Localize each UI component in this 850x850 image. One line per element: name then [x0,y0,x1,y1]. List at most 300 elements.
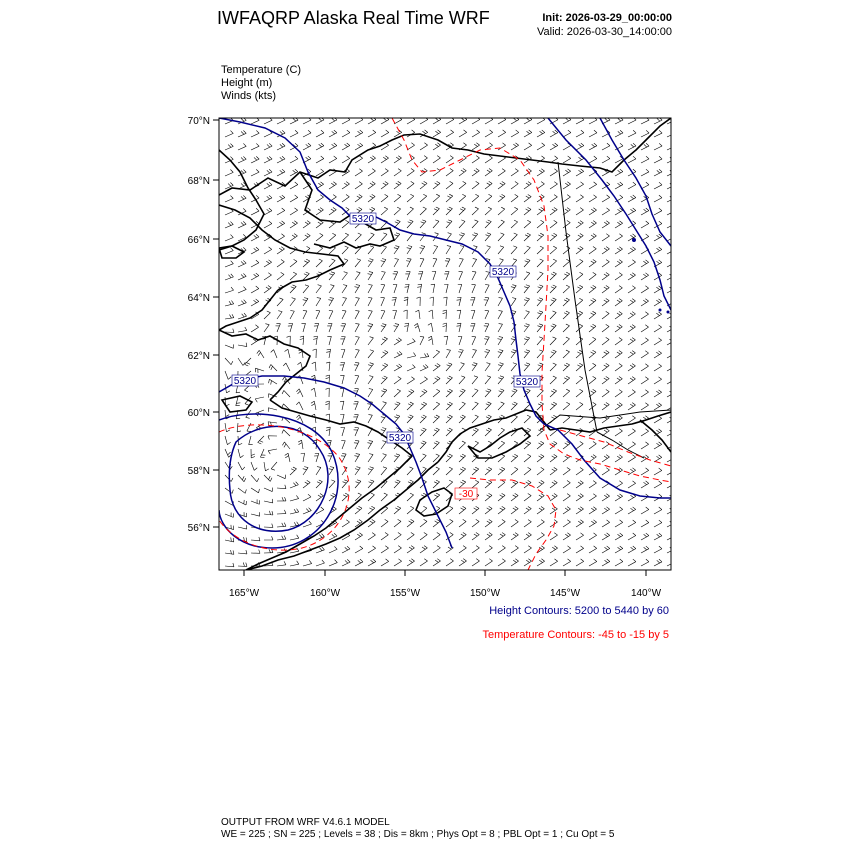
wind-barb-feather [386,130,389,133]
wind-barb-shaft [485,234,491,241]
wind-barb-shaft [459,350,463,358]
wind-barb-feather [294,221,297,223]
wind-barb-feather [295,130,298,133]
wind-barb-shaft [355,324,359,332]
wind-barb-shaft [641,549,649,553]
wind-barb-shaft [576,197,584,202]
wind-barb-feather [489,143,492,145]
wind-barb-shaft [498,298,503,306]
wind-barb-feather [330,298,334,299]
wind-barb-shaft [524,404,530,410]
wind-barb-shaft [277,236,285,241]
wind-barb-feather [657,170,660,173]
wind-barb-shaft [602,236,609,241]
wind-barb-feather [579,376,583,378]
wind-barb-feather [607,156,610,159]
wind-barb-shaft [433,469,439,475]
wind-barb-shaft [589,444,596,449]
wind-barb-shaft [563,223,570,228]
wind-barb-feather [617,326,620,328]
wind-barb-shaft [550,197,557,202]
wind-barb-feather [355,311,359,312]
longitude-axis [229,570,662,599]
wind-barb-feather [397,480,401,482]
wind-barb-feather [254,157,257,160]
wind-barb-feather [646,234,649,237]
wind-barb-feather [282,442,284,445]
wind-barb-shaft [381,158,389,163]
wind-barb-shaft [303,311,307,319]
wind-barb-shaft [641,379,649,384]
legend-winds: Winds (kts) [221,90,276,102]
wind-barb-shaft [290,159,298,163]
wind-barb-feather [620,130,623,133]
wind-barb-feather [359,520,362,522]
wind-barb-feather [542,130,545,133]
wind-barb-feather [604,508,607,510]
wind-barb-shaft [368,548,376,553]
wind-barb-feather [280,157,283,160]
wind-barb-feather [450,168,453,170]
wind-barb-feather [555,156,558,158]
wind-barb-feather [554,454,557,456]
wind-barb-feather [527,441,531,443]
wind-barb-shaft [472,310,475,319]
wind-barb-shaft [251,540,260,541]
wind-barb-feather [488,194,491,196]
wind-barb-feather [282,404,284,408]
wind-barb-feather [437,546,440,548]
wind-barb-shaft [329,286,334,293]
wind-barb-feather [619,312,622,314]
wind-barb-feather [475,194,479,196]
wind-barb-feather [438,130,441,132]
wind-barb-feather [411,519,414,521]
wind-barb-shaft [238,146,246,150]
wind-barb-feather [659,455,662,457]
wind-barb-feather [447,456,451,458]
wind-barb-shaft [342,324,346,332]
wind-barb-feather [502,181,505,183]
wind-barb-feather [619,325,622,327]
wind-barb-feather [486,272,490,273]
wind-barb-feather [423,207,427,209]
wind-barb-feather [502,194,505,196]
wind-barb-feather [280,170,283,173]
wind-barb-feather [346,182,349,184]
wind-barb-shaft [654,237,662,241]
wind-barb-feather [305,285,309,286]
wind-barb-shaft [284,430,290,436]
wind-barb-feather [461,170,464,172]
wind-barb-shaft [628,146,636,150]
wind-barb-feather [515,182,518,184]
wind-barb-feather [564,274,568,276]
wind-barb-shaft [355,311,359,319]
wind-barb-feather [472,365,476,366]
wind-barb-feather [415,310,419,312]
wind-barb-feather [300,336,304,337]
wind-barb-shaft [316,146,324,150]
wind-barb-feather [659,130,662,133]
wind-barb-feather [369,454,373,455]
wind-barb-shaft [615,366,622,371]
wind-barb-feather [296,389,299,392]
wind-barb-shaft [251,488,259,493]
wind-barb-feather [421,443,425,445]
wind-barb-feather [434,443,438,445]
coast-north [219,118,671,195]
wind-barb-feather [526,350,530,351]
wind-barb-feather [476,519,479,521]
wind-barb-feather [475,207,479,209]
wind-barb-shaft [303,133,311,137]
wind-barb-feather [529,130,532,133]
wind-barb-feather [632,364,635,366]
wind-barb-feather [241,301,244,304]
wind-barb-feather [618,183,621,186]
wind-barb-feather [304,467,308,468]
wind-barb-shaft [654,536,662,540]
wind-barb-shaft [277,172,285,176]
wind-barb-shaft [433,221,439,228]
wind-barb-feather [527,131,530,134]
wind-barb-feather [305,482,308,484]
coast-nortonsound [219,290,278,330]
wind-barb-feather [659,195,662,198]
wind-barb-feather [381,261,385,262]
wind-barb-feather [326,414,330,415]
wind-barb-feather [447,365,451,366]
wind-barb-shaft [589,365,596,371]
wind-barb-shaft [329,120,337,124]
lat-label: 56°N [187,523,210,534]
wind-barb-feather [435,378,438,380]
wind-barb-shaft [381,120,389,124]
wind-barb-shaft [407,158,414,163]
wind-barb-feather [553,415,557,417]
wind-barb-shaft [576,509,584,514]
wind-barb-feather [358,506,361,508]
wind-barb-feather [397,389,401,391]
wind-barb-feather [397,207,401,209]
wind-barb-feather [537,326,541,327]
wind-barb-feather [269,247,272,249]
wind-barb-feather [226,430,229,432]
wind-barb-feather [672,195,675,198]
wind-barb-shaft [303,497,311,501]
wind-barb-feather [347,559,350,562]
wind-barb-feather [449,454,453,456]
wind-barb-shaft [316,235,323,241]
wind-barb-feather [579,311,583,313]
wind-barb-shaft [342,222,349,228]
wind-barb-shaft [472,272,476,280]
wind-barb-feather [450,143,453,145]
wind-barb-feather [591,235,594,237]
wind-barb-feather [424,559,427,561]
wind-barb-feather [489,181,492,183]
wind-barb-shaft [381,442,386,449]
wind-barb-feather [593,298,596,300]
wind-barb-feather [604,352,607,354]
wind-barb-shaft [537,535,544,540]
wind-barb-feather [645,299,648,301]
wind-barb-feather [565,534,568,536]
wind-barb-feather [473,246,477,247]
wind-barb-feather [488,480,491,482]
wind-barb-feather [282,377,284,380]
wind-barb-feather [568,559,571,561]
wind-barb-feather [554,533,557,535]
wind-barb-feather [434,430,438,432]
wind-barb-feather [243,221,246,224]
wind-barb-shaft [329,324,332,332]
wind-barb-feather [356,454,360,455]
wind-barb-shaft [381,455,386,462]
wind-barb-feather [489,559,492,561]
wind-barb-shaft [615,562,623,566]
wind-barb-shaft [420,337,424,345]
wind-barb-feather [526,324,530,325]
wind-barb-shaft [446,171,453,176]
wind-barb-shaft [524,145,532,150]
wind-barb-feather [436,428,440,430]
wind-barb-shaft [459,443,466,449]
wind-barb-feather [632,286,635,288]
wind-barb-shaft [238,345,247,347]
wind-barb-feather [228,145,231,148]
wind-barb-shaft [264,172,272,176]
wind-barb-feather [632,455,635,457]
wind-barb-feather [462,207,466,209]
wind-barb-feather [672,130,675,133]
wind-barb-feather [512,311,516,312]
wind-barb-feather [449,480,453,482]
wind-barb-feather [317,298,321,299]
wind-barb-shaft [433,352,440,358]
wind-barb-shaft [511,235,517,241]
wind-barb-feather [567,208,570,210]
wind-barb-shaft [355,402,358,410]
wind-barb-feather [382,365,386,367]
wind-barb-feather [646,260,649,262]
wind-barb-feather [566,311,570,313]
wind-barb-feather [295,143,298,146]
wind-barb-feather [284,523,286,527]
wind-barb-shaft [459,548,466,553]
wind-barb-shaft [264,224,272,228]
wind-barb-shaft [472,390,478,397]
wind-barb-shaft [498,132,506,137]
wind-barb-shaft [277,539,286,540]
wind-barb-feather [331,183,334,185]
wind-barb-shaft [628,159,636,163]
wind-barb-shaft [654,159,662,163]
wind-barb-feather [309,560,311,563]
wind-barb-shaft [498,158,506,163]
wind-barb-shaft [342,311,346,319]
wind-barb-shaft [368,377,373,384]
wind-barb-feather [500,508,503,510]
wind-barb-shaft [225,133,233,137]
wind-barb-feather [620,533,623,536]
wind-barb-feather [633,481,636,483]
wind-barb-feather [304,298,308,299]
wind-barb-shaft [654,172,662,176]
wind-barb-feather [646,208,649,211]
wind-barb-shaft [459,310,461,319]
wind-barb-feather [271,366,273,370]
wind-barb-feather [382,378,386,380]
wind-barb-feather [449,402,453,404]
wind-barb-feather [267,183,270,186]
wind-barb-feather [408,417,412,419]
wind-barb-feather [321,169,324,172]
wind-barb-shaft [615,509,623,514]
wind-barb-shaft [563,496,570,501]
wind-barb-feather [473,259,477,260]
wind-barb-shaft [563,561,571,566]
wind-barb-shaft [459,404,465,410]
wind-barb-feather [486,482,489,484]
wind-barb-shaft [628,522,636,527]
wind-barb-feather [357,534,360,536]
lon-label: 140°W [630,588,662,599]
wind-barb-feather [395,482,399,484]
wind-barb-shaft [290,210,298,215]
wind-barb-shaft [654,249,662,254]
wind-barb-shaft [550,248,557,254]
wind-barb-shaft [264,514,273,515]
wind-barb-shaft [277,198,285,202]
wind-barb-feather [449,415,453,417]
wind-barb-feather [605,118,608,121]
wind-barb-feather [333,195,336,197]
wind-barb-shaft [381,521,388,527]
wind-barb-feather [476,506,479,508]
wind-barb-shaft [654,392,662,397]
wind-barb-shaft [303,564,312,566]
wind-barb-feather [593,389,596,391]
wind-barb-feather [499,337,503,338]
wind-barb-feather [398,181,401,183]
wind-barb-shaft [628,262,636,267]
wind-barb-shaft [225,224,233,228]
wind-barb-shaft [303,120,311,124]
wind-barb-feather [604,495,607,497]
wind-barb-feather [369,376,373,377]
wind-barb-feather [397,506,401,508]
wind-barb-shaft [602,159,610,163]
wind-barb-feather [462,402,466,404]
wind-barb-feather [565,209,568,211]
wind-barb-feather [460,391,464,393]
wind-barb-feather [604,365,607,367]
wind-barb-shaft [225,345,233,348]
wind-barb-feather [659,494,662,497]
wind-barb-shaft [268,408,277,410]
wind-barb-feather [436,118,439,121]
wind-barb-shaft [654,418,662,423]
wind-barb-shaft [472,417,478,423]
wind-barb-feather [295,156,298,159]
wind-barb-feather [500,376,504,377]
wind-barb-feather [554,207,557,209]
wind-barb-feather [567,182,570,184]
wind-barb-feather [539,209,542,211]
wind-barb-feather [411,156,414,158]
wind-barb-shaft [628,483,636,488]
coast-yk-delta [219,330,310,400]
wind-barb-feather [513,246,517,247]
wind-barb-feather [645,351,648,353]
wind-barb-feather [577,365,581,367]
wind-barb-shaft [511,196,518,202]
wind-barb-feather [320,233,323,235]
wind-barb-feather [424,169,427,171]
wind-barb-feather [498,352,502,353]
wind-barb-feather [552,482,555,484]
wind-barb-feather [658,338,661,340]
wind-barb-feather [475,480,479,482]
wind-barb-feather [593,442,596,444]
wind-barb-feather [619,377,622,379]
wind-barb-shaft [407,120,415,124]
wind-barb-shaft [251,475,257,482]
wind-barb-shaft [269,379,277,384]
wind-barb-feather [308,143,311,146]
wind-barb-feather [346,520,349,522]
wind-barb-shaft [537,145,545,150]
wind-barb-feather [462,428,466,430]
wind-barb-feather [423,467,427,469]
wind-barb-shaft [303,511,311,514]
wind-barb-shaft [615,353,622,358]
wind-barb-feather [580,246,583,248]
wind-barb-shaft [615,549,623,553]
wind-barb-feather [284,444,286,447]
wind-barb-shaft [446,259,450,267]
wind-barb-feather [514,441,518,443]
wind-barb-shaft [628,496,636,501]
wind-barb-shaft [511,535,518,540]
wind-barb-feather [291,287,295,289]
wind-barb-feather [672,260,675,263]
wind-barb-feather [370,480,374,481]
wind-barb-feather [236,392,240,393]
wind-barb-feather [397,194,400,196]
wind-barb-shaft [251,301,259,306]
wind-barb-feather [297,362,300,364]
wind-barb-feather [606,247,609,249]
wind-barb-feather [370,157,373,159]
wind-barb-feather [527,246,531,248]
wind-barb-shaft [316,286,321,293]
wind-barb-feather [231,274,234,277]
wind-barb-feather [578,482,581,484]
wind-barb-feather [473,363,477,364]
wind-barb-shaft [576,171,584,176]
wind-barb-feather [672,156,675,159]
wind-barb-feather [311,401,314,403]
wind-barb-shaft [225,237,233,241]
wind-barb-shaft [303,286,309,293]
wind-barb-feather [513,534,516,536]
wind-barb-feather [431,284,435,285]
plot-title: IWFAQRP Alaska Real Time WRF [217,8,490,28]
wind-barb-feather [475,428,479,430]
